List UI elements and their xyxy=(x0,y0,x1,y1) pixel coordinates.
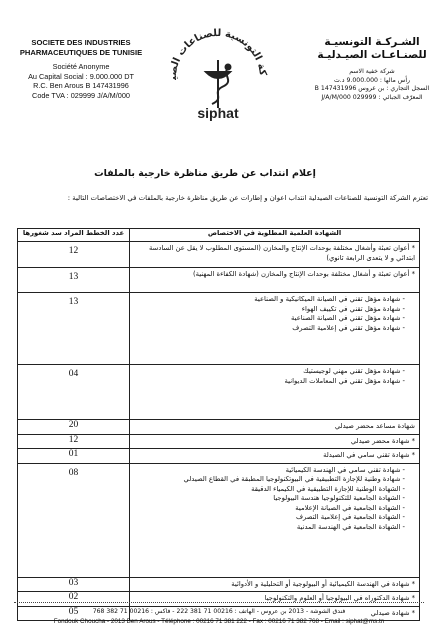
specialty-list-item: - الشهادة الوطنية للإجازة التطبيقية في الكيمياء الدقيقة xyxy=(251,484,405,493)
position-count: 13 xyxy=(18,268,130,293)
company-header-french xyxy=(6,38,156,100)
specialty-cell xyxy=(130,434,420,449)
position-count: 01 xyxy=(18,449,130,464)
position-count: 02 xyxy=(18,592,130,607)
table-row xyxy=(18,434,420,449)
footer xyxy=(0,602,438,627)
table-row xyxy=(18,293,420,365)
table-row xyxy=(18,449,420,464)
specialty-list xyxy=(134,466,415,533)
specialty-text: * شهادة تقني سامي في الصيدلة xyxy=(323,451,415,459)
specialty-list-item: - الشهادة الجامعية في الهندسة المدنية xyxy=(296,522,405,531)
company-header-arabic xyxy=(312,36,432,102)
specialty-list-item: - شهادة تقني سامي في الهندسة الكيميائية xyxy=(285,465,405,474)
specialty-cell xyxy=(130,463,420,577)
legal-form-ar: شركة خفية الاسم xyxy=(349,68,395,75)
table-row xyxy=(18,242,420,268)
table-row xyxy=(18,365,420,420)
specialty-list-item: - شهادة مؤهل تقني في الصيانة الميكانيكية و الصناعية xyxy=(254,295,405,303)
vat-code: Code TVA : 029999 J/A/M/000 xyxy=(32,90,130,100)
company-name-ar-line2: للصنـاعـات الصيـدليـة xyxy=(317,49,427,61)
specialty-text: * شهادة في الهندسة الكيميائية أو البيولوجية أو التحليلية و الأدوائية xyxy=(231,579,415,588)
positions-table xyxy=(17,228,420,621)
table-row xyxy=(18,463,420,577)
tax-id-ar: المعرّف الجبائي : 029999 J/A/M/000 xyxy=(321,93,423,101)
intro-paragraph: تعتزم الشركة التونسية للصناعات الصيدلية انتداب اعوان و إطارات عن طريق مناظرة خارجية بالملفات في الاختصاصات التالية : xyxy=(67,194,428,202)
specialty-list-item: - شهادة مؤهل تقني في الصيانة الصناعية xyxy=(291,314,405,322)
specialty-list-item: - الشهادة الجامعية للتكنولوجيا هندسة البيولوجيا xyxy=(273,494,405,502)
specialty-cell xyxy=(130,577,420,592)
siphat-logo xyxy=(162,14,274,126)
legal-form: Société Anonyme xyxy=(52,62,110,71)
specialty-list-item: - الشهادة الجامعية في إعلامية التصرف xyxy=(295,513,405,521)
position-count: 03 xyxy=(18,577,130,592)
specialty-cell xyxy=(130,268,420,293)
document-title: إعلام انتداب عن طريق مناظرة خارجية بالملفات xyxy=(94,168,316,179)
trade-register: R.C. Ben Arous B 147431996 xyxy=(33,81,129,91)
position-count: 12 xyxy=(18,434,130,449)
position-count: 12 xyxy=(18,242,130,268)
specialty-list xyxy=(134,295,415,333)
specialty-list-item: - شهادة وطنية للإجازة التطبيقية في البيوتكنولوجيا المطبقة في القطاع الصيدلي xyxy=(183,475,405,483)
specialty-cell xyxy=(130,420,420,435)
specialty-list-item: - شهادة مؤهل تقني مهني لوجيستيك xyxy=(303,367,405,375)
share-capital-ar: رأس مالها : 9.000.000 د.ت xyxy=(333,76,411,84)
specialty-text: * شهادة محضر صيدلي xyxy=(350,436,415,445)
specialty-text: * شهادة صيدلي xyxy=(370,608,415,617)
company-name-ar-line1: الشـركـة التونسيـة xyxy=(324,36,420,48)
table-row xyxy=(18,420,420,435)
header-count: عدد الخطط المراد سد شغورها xyxy=(18,229,130,242)
position-count: 13 xyxy=(18,293,130,365)
specialty-list xyxy=(134,367,415,386)
footer-address-arabic: فندق الشوشة - 2013 بن عروس - الهاتف : 00216 71 381 222 - فاكس : 00216 71 382 768 xyxy=(92,608,346,615)
specialty-text: * أعوان تعبئة و أشغال مختلفة بوحدات الإنتاج والمخازن (شهادة الكفاءة المهنية) xyxy=(192,270,415,278)
bowl-of-hygieia-icon xyxy=(206,60,231,108)
specialty-list-item: - الشهادة الجامعية في الصيانة الإعلامية xyxy=(295,503,405,512)
specialty-text: * أعوان تعبئة وأشغال مختلفة بوحدات الإنتاج والمخازن (المستوى المطلوب لا يقل عن السادسة ابتدائي و لا يتعدى الرابعة ثانوي) xyxy=(149,244,415,262)
footer-address-french: Fondouk Choucha - 2013 Ben Arous - Téléphone : 00216 71 381 222 - Fax : 00216 71 382 768 - Email : siphat@ms.tn xyxy=(53,618,385,625)
specialty-list-item: - شهادة مؤهل تقني في المعاملات الديوانية xyxy=(284,376,405,385)
footer-divider xyxy=(14,602,424,603)
specialty-text: * شهادة الدكتوراه في البيولوجيا أو العلوم والتكنولوجيا xyxy=(264,594,415,602)
specialty-cell xyxy=(130,449,420,464)
table-row xyxy=(18,577,420,592)
position-count: 20 xyxy=(18,420,130,435)
specialty-list-item: - شهادة مؤهل تقني في إعلامية التصرف xyxy=(292,323,405,332)
specialty-cell xyxy=(130,242,420,268)
table-header-row xyxy=(18,229,420,242)
company-name-line2: PHARMACEUTIQUES DE TUNISIE xyxy=(19,48,143,57)
position-count: 04 xyxy=(18,365,130,420)
company-name-line1: SOCIETE DES INDUSTRIES xyxy=(31,38,131,47)
svg-text:الشركة التونسية للصناعات الصيد xyxy=(162,14,268,81)
specialty-cell xyxy=(130,293,420,365)
trade-register-ar: السجل التجاري : بن عروس B 147431996 xyxy=(314,85,430,93)
specialty-cell xyxy=(130,365,420,420)
specialty-text: شهادة مساعد محضر صيدلي xyxy=(334,422,415,430)
header-specialty: الشهادة العلمية المطلوبة في الاختصاص xyxy=(130,229,420,242)
logo-wordmark: siphat xyxy=(197,105,239,121)
specialty-list-item: - شهادة مؤهل تقني في تكييف الهواء xyxy=(301,304,405,313)
logo-arc-text: كة التونسية للصناعات الصي xyxy=(167,27,268,80)
position-count: 08 xyxy=(18,463,130,577)
share-capital: Au Capital Social : 9.000.000 DT xyxy=(28,71,134,81)
table-row xyxy=(18,268,420,293)
position-count: 05 xyxy=(18,606,130,621)
